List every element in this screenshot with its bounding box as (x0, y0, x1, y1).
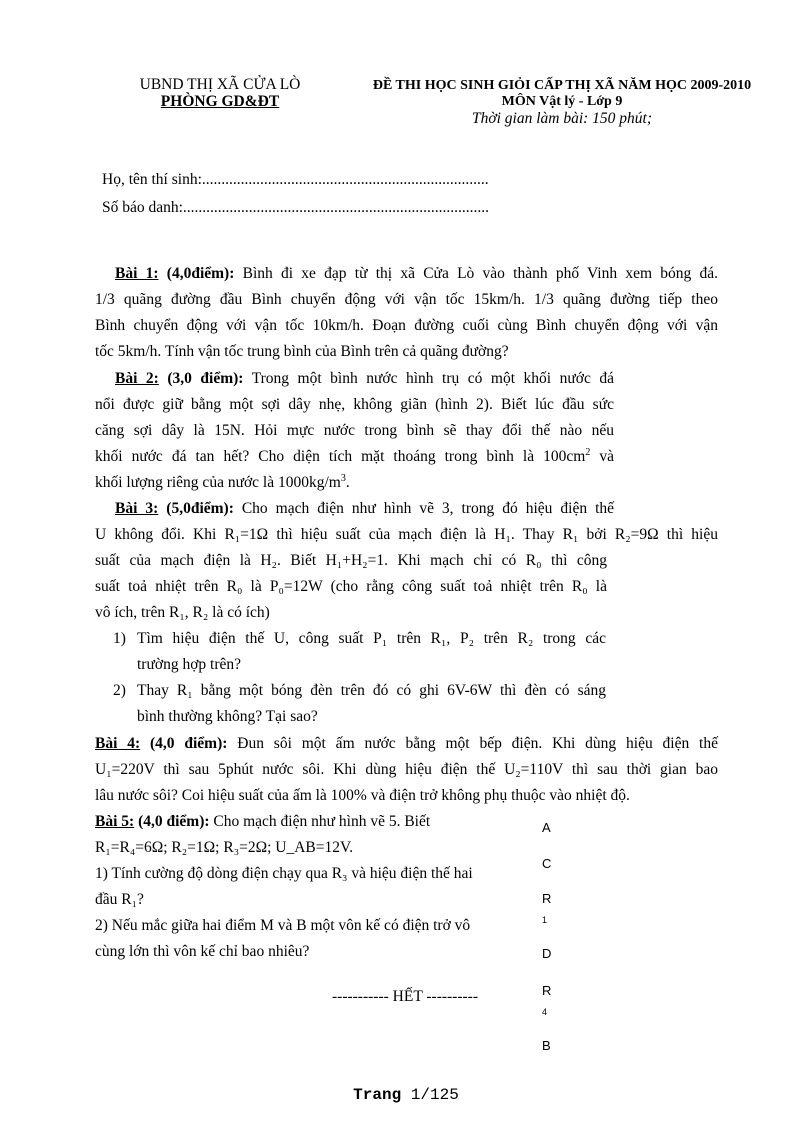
q3-points: (5,0điểm): (166, 500, 234, 517)
student-name-line: Họ, tên thí sinh:.......................................................................... (102, 171, 489, 188)
q4-label: Bài 4: (95, 735, 141, 752)
question-2 (95, 366, 614, 496)
q5-line6: cùng lớn thì vôn kế chỉ bao nhiêu? (95, 943, 310, 960)
question-5 (95, 809, 525, 965)
q3-text: Cho mạch điện như hình vẽ 3, trong đó hiệu điện thế (241, 500, 614, 517)
resistor-label-r1: R (542, 891, 552, 906)
q1-line3: Bình chuyển động với vận tốc 10km/h. Đoạn đường cuối cùng Bình chuyển động với vận (95, 317, 718, 334)
page-footer (0, 1086, 794, 1104)
q3-line4: suất toả nhiệt trên R₀ là P₀=12W (cho rằng công suất toả nhiệt trên R₀ là (95, 578, 607, 595)
node-label-a: A (542, 820, 551, 835)
q5-line2: R₁=R₄=6Ω; R₂=1Ω; R₃=2Ω; U_AB=12V. (95, 839, 354, 856)
q4-points: (4,0 điểm): (150, 735, 228, 752)
q4-line3: lâu nước sôi? Coi hiệu suất của ấm là 100% và điện trở không phụ thuộc vào nhiệt độ. (95, 787, 630, 804)
resistor-sub-r4: 4 (542, 1007, 548, 1017)
q2-line3: căng sợi dây là 15N. Hỏi mực nước trong bình sẽ thay đổi thế nào nếu (95, 422, 614, 439)
q1-points: (4,0điểm): (166, 265, 235, 282)
resistor-label-r4: R (542, 983, 552, 998)
q3-line3: suất của mạch điện là H₂. Biết H₁+H₂=1. Khi mạch chỉ có R₀ thì công (95, 552, 607, 569)
exam-subject: MÔN Vật lý - Lớp 9 (501, 94, 623, 109)
q5-label: Bài 5: (95, 813, 135, 830)
question-4 (95, 731, 718, 809)
question-1 (95, 261, 718, 365)
q5-line4: đầu R₁? (95, 891, 144, 908)
question-3 (95, 496, 614, 522)
q2-points: (3,0 điểm): (167, 370, 244, 387)
q2-line5: khối lượng riêng của nước là $1000kg/m^3$. (95, 472, 350, 491)
exam-duration: Thời gian làm bài: 150 phút; (471, 110, 653, 127)
end-mark: ----------- HẾT ---------- (332, 988, 478, 1005)
q3-subitems (113, 626, 606, 730)
q3-line2: U không đổi. Khi R₁=1Ω thì hiệu suất của mạch điện là H₁. Thay R₁ bởi R₂=9Ω thì hiệu (95, 526, 718, 543)
q3-label: Bài 3: (115, 500, 159, 517)
q1-label: Bài 1: (115, 265, 159, 282)
header-left (120, 76, 320, 111)
q3-item-2: 2) Thay R₁ bằng một bóng đèn trên đó có ghi 6V-6W thì đèn có sáng bình thường không? Tại sao? (113, 682, 606, 725)
node-label-c: C (542, 856, 552, 871)
q5-points: (4,0 điểm): (138, 813, 210, 830)
q1-line4: tốc 5km/h. Tính vận tốc trung bình của Bình trên cả quãng đường? (95, 343, 509, 360)
exam-title: ĐỀ THI HỌC SINH GIỎI CẤP THỊ XÃ NĂM HỌC 2009-2010 (372, 78, 752, 93)
q4-line2: U₁=220V thì sau 5phút nước sôi. Khi dùng hiệu điện thế U₂=110V thì sau thời gian bao (95, 761, 718, 778)
q3-line5: vô ích, trên R₁, R₂ là có ích) (95, 604, 270, 621)
q2-text: Trong một bình nước hình trụ có một khối nước đá (251, 370, 614, 387)
page-number: 1/125 (410, 1086, 459, 1104)
header-right (340, 78, 784, 128)
node-label-b: B (542, 1038, 551, 1053)
q5-line5: 2) Nếu mắc giữa hai điểm M và B một vôn kế có điện trở vô (95, 917, 471, 934)
question-3-body (95, 522, 718, 548)
page-word: Trang (353, 1086, 402, 1104)
student-id-line: Số báo danh:............................................................................... (102, 199, 490, 216)
q1-text: Bình đi xe đạp từ thị xã Cửa Lò vào thành phố Vinh xem bóng đá. (242, 265, 719, 282)
q1-line2: 1/3 quãng đường đầu Bình chuyển động với vận tốc 15km/h. 1/3 quãng đường tiếp theo (95, 291, 718, 308)
q2-line2: nổi được giữ bằng một sợi dây nhẹ, không giãn (hình 2). Biết lúc đầu sức (95, 396, 614, 413)
q2-line4: khối nước đá tan hết? Cho diện tích mặt thoáng trong bình là $100cm^2$ và (95, 446, 614, 465)
district-name: UBND THỊ XÃ CỬA LÒ (139, 76, 301, 93)
q5-line3: 1) Tính cường độ dòng điện chạy qua R₃ và hiệu điện thế hai (95, 865, 473, 882)
q2-label: Bài 2: (115, 370, 159, 387)
department-name: PHÒNG GD&ĐT (160, 93, 280, 110)
q5-text: Cho mạch điện như hình vẽ 5. Biết (213, 813, 431, 830)
q3-item-1: 1) Tìm hiệu điện thế U, công suất P₁ trên R₁, P₂ trên R₂ trong các trường hợp trên? (113, 630, 606, 673)
node-label-d: D (542, 946, 552, 961)
question-3-body-2 (95, 548, 607, 626)
student-info (102, 166, 489, 222)
q4-text: Đun sôi một ấm nước bằng một bếp điện. Khi dùng hiệu điện thế (237, 735, 718, 752)
resistor-sub-r1: 1 (542, 915, 548, 925)
